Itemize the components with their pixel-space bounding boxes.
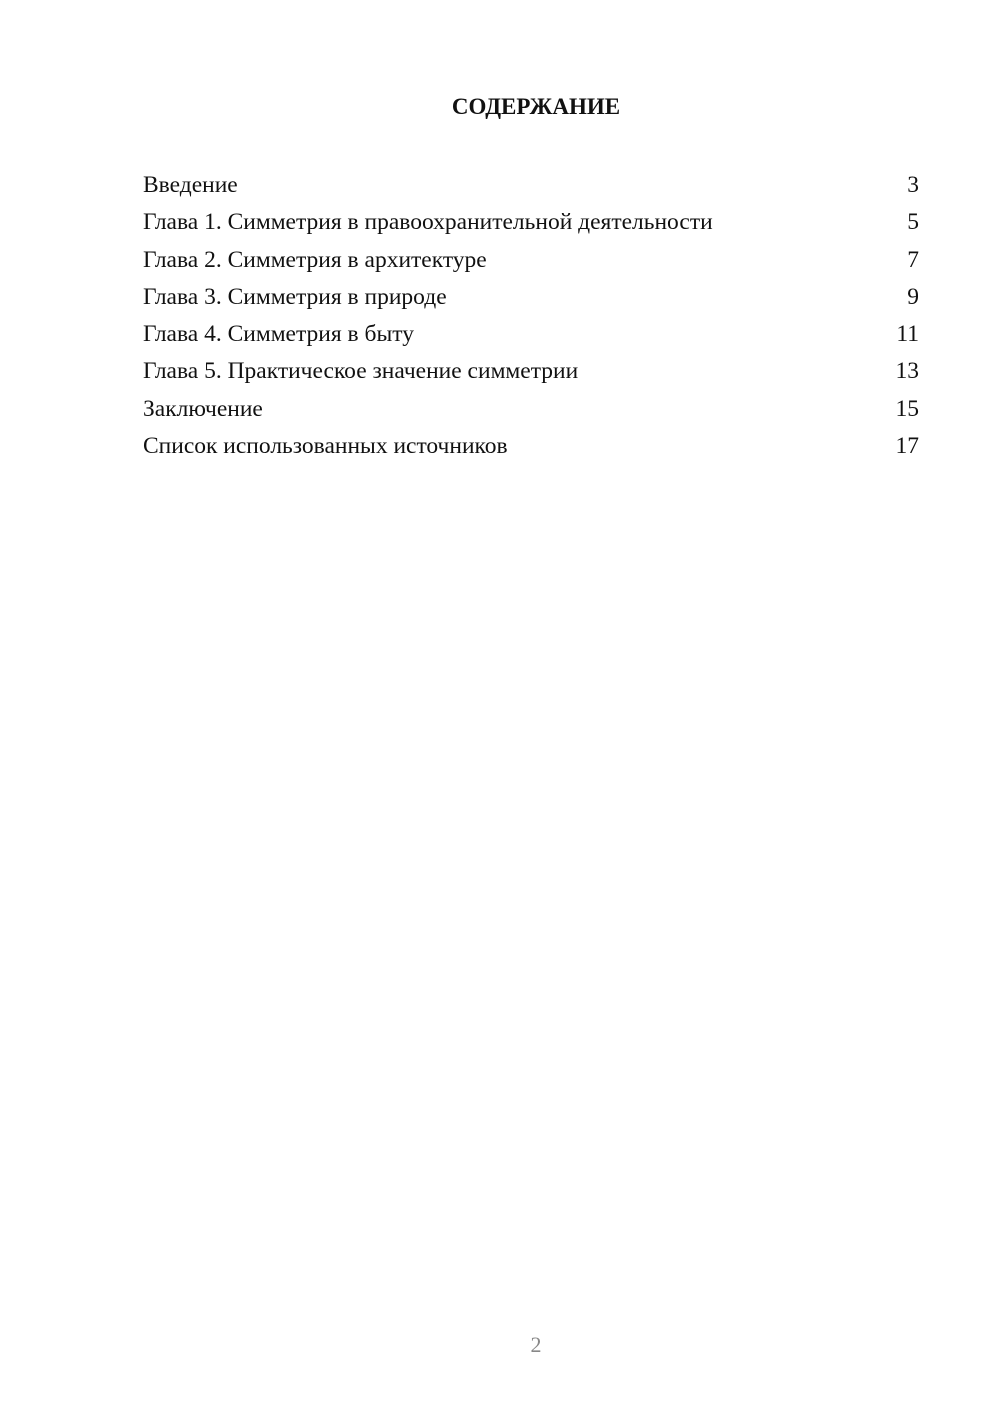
toc-entry-label: Глава 4. Симметрия в быту <box>143 321 414 348</box>
toc-entry <box>143 356 919 393</box>
toc-entry-label: Глава 2. Симметрия в архитектуре <box>143 246 487 273</box>
toc-entry-label: Список использованных источников <box>143 433 508 460</box>
toc-entry-page: 9 <box>907 283 919 310</box>
toc-entry-page: 17 <box>895 433 919 460</box>
toc-entry-page: 13 <box>895 358 919 385</box>
toc-entry-label: Введение <box>143 172 238 198</box>
toc-entry <box>143 394 919 431</box>
toc-entry <box>143 431 919 468</box>
toc-entry-label: Глава 5. Практическое значение симметрии <box>143 358 579 385</box>
toc-entry-page: 5 <box>907 209 919 236</box>
toc-entry <box>143 170 919 207</box>
table-of-contents <box>143 170 919 468</box>
toc-entry <box>143 282 919 319</box>
toc-entry <box>143 319 919 356</box>
toc-entry-page: 15 <box>895 395 919 422</box>
toc-entry-label: Заключение <box>143 395 263 422</box>
toc-entry <box>143 207 919 244</box>
toc-entry-page: 7 <box>907 246 919 273</box>
toc-entry-label: Глава 3. Симметрия в природе <box>143 283 447 310</box>
toc-entry-page: 3 <box>907 172 919 198</box>
toc-entry-page: 11 <box>896 321 919 348</box>
toc-entry-label: Глава 1. Симметрия в правоохранительной деятельности <box>143 209 713 236</box>
toc-entry <box>143 245 919 282</box>
page-number: 2 <box>530 1332 542 1357</box>
page-title: СОДЕРЖАНИЕ <box>451 94 621 119</box>
